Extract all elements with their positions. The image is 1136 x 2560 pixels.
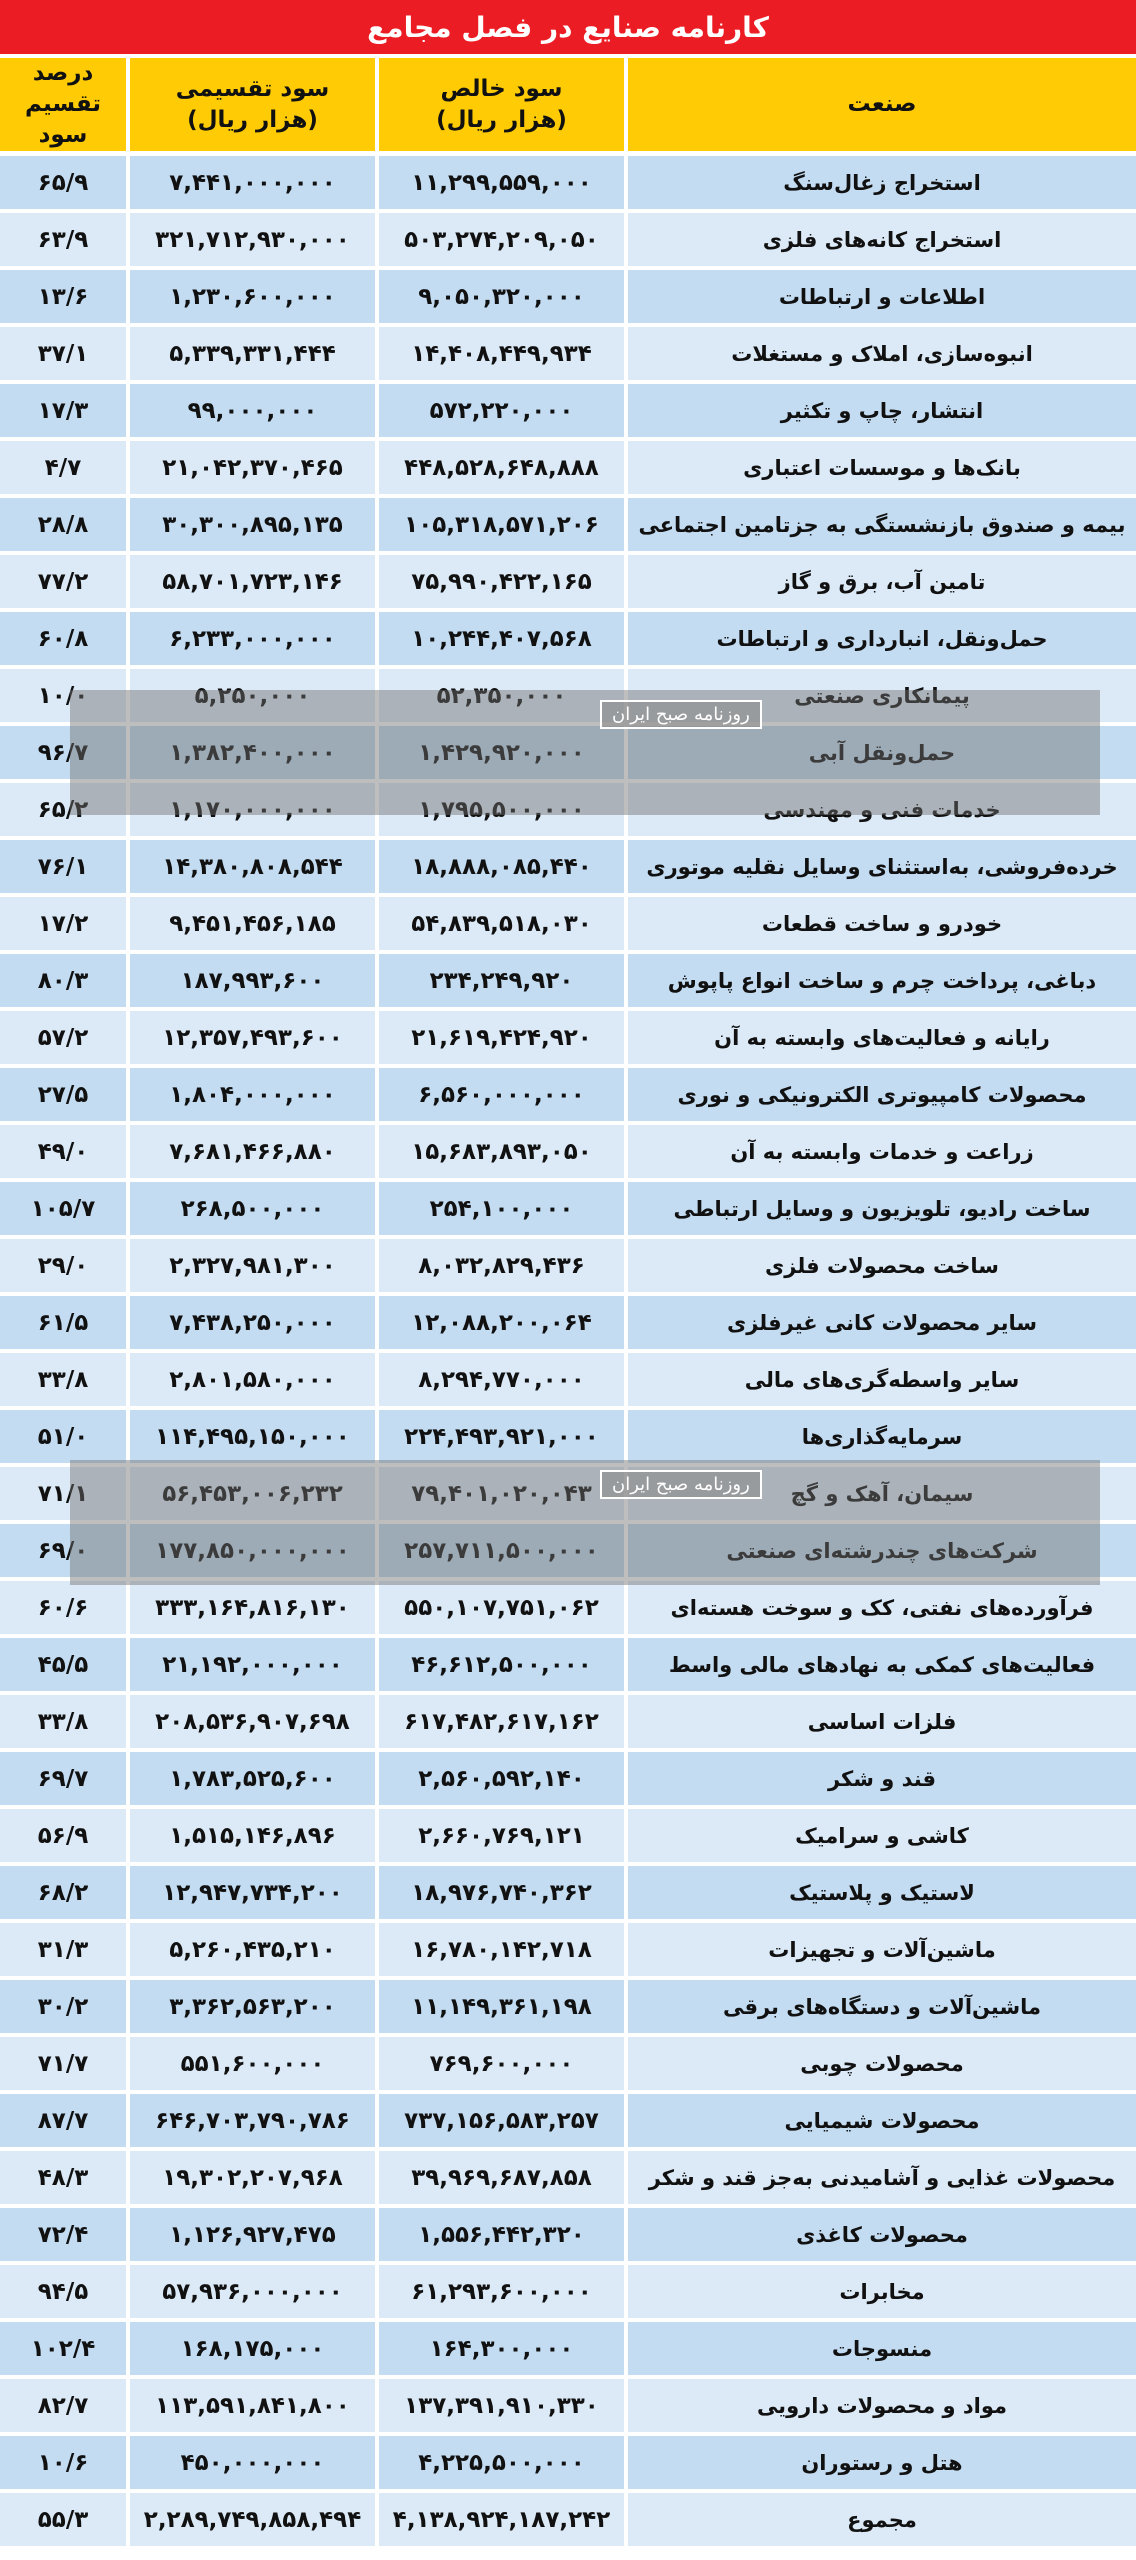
industry-cell: فعالیت‌های کمکی به نهادهای مالی واسط <box>628 1638 1136 1691</box>
industry-cell: بانک‌ها و موسسات اعتباری <box>628 441 1136 494</box>
net-profit-cell: ۲,۵۶۰,۵۹۲,۱۴۰ <box>379 1752 624 1805</box>
dividend-cell: ۱,۳۸۲,۴۰۰,۰۰۰ <box>130 726 375 779</box>
table-row <box>0 2322 1136 2375</box>
payout-cell: ۳۷/۱ <box>0 327 126 380</box>
dividend-cell: ۵۶,۴۵۳,۰۰۶,۲۳۲ <box>130 1467 375 1520</box>
dividend-cell: ۵۷,۹۳۶,۰۰۰,۰۰۰ <box>130 2265 375 2318</box>
table-row <box>0 1638 1136 1691</box>
industry-cell: سرمایه‌گذاری‌ها <box>628 1410 1136 1463</box>
net-profit-cell: ۱۰۵,۳۱۸,۵۷۱,۲۰۶ <box>379 498 624 551</box>
dividend-cell: ۱,۸۰۴,۰۰۰,۰۰۰ <box>130 1068 375 1121</box>
table-row <box>0 156 1136 209</box>
table-row <box>0 897 1136 950</box>
net-profit-cell: ۱۶۴,۳۰۰,۰۰۰ <box>379 2322 624 2375</box>
table-row <box>0 2208 1136 2261</box>
table-row <box>0 1866 1136 1919</box>
net-profit-cell: ۱۶,۷۸۰,۱۴۲,۷۱۸ <box>379 1923 624 1976</box>
net-profit-cell: ۲۲۴,۴۹۳,۹۲۱,۰۰۰ <box>379 1410 624 1463</box>
dividend-cell: ۱۱۳,۵۹۱,۸۴۱,۸۰۰ <box>130 2379 375 2432</box>
net-profit-cell: ۴۴۸,۵۲۸,۶۴۸,۸۸۸ <box>379 441 624 494</box>
payout-cell: ۶۳/۹ <box>0 213 126 266</box>
industry-cell: منسوجات <box>628 2322 1136 2375</box>
payout-cell: ۶۹/۰ <box>0 1524 126 1577</box>
dividend-cell: ۵,۲۶۰,۴۳۵,۲۱۰ <box>130 1923 375 1976</box>
dividend-cell: ۱۴,۳۸۰,۸۰۸,۵۴۴ <box>130 840 375 893</box>
industry-cell: استخراج زغال‌سنگ <box>628 156 1136 209</box>
dividend-cell: ۵,۳۳۹,۳۳۱,۴۴۴ <box>130 327 375 380</box>
net-profit-cell: ۲,۶۶۰,۷۶۹,۱۲۱ <box>379 1809 624 1862</box>
table-row <box>0 555 1136 608</box>
table-row <box>0 1068 1136 1121</box>
table-row <box>0 726 1136 779</box>
payout-cell: ۱۳/۶ <box>0 270 126 323</box>
table-row <box>0 669 1136 722</box>
header-dividend-unit: (هزار ریال) <box>187 106 318 133</box>
industry-cell: قند و شکر <box>628 1752 1136 1805</box>
table-row <box>0 1125 1136 1178</box>
net-profit-cell: ۱,۴۲۹,۹۲۰,۰۰۰ <box>379 726 624 779</box>
dividend-cell: ۷,۴۳۸,۲۵۰,۰۰۰ <box>130 1296 375 1349</box>
table-row <box>0 2436 1136 2489</box>
net-profit-cell: ۲۳۴,۲۴۹,۹۲۰ <box>379 954 624 1007</box>
industry-cell: محصولات شیمیایی <box>628 2094 1136 2147</box>
payout-cell: ۴۹/۰ <box>0 1125 126 1178</box>
net-profit-cell: ۶۱۷,۴۸۲,۶۱۷,۱۶۲ <box>379 1695 624 1748</box>
net-profit-cell: ۲۱,۶۱۹,۴۲۴,۹۲۰ <box>379 1011 624 1064</box>
industry-cell: شرکت‌های چندرشته‌ای صنعتی <box>628 1524 1136 1577</box>
net-profit-cell: ۵۵۰,۱۰۷,۷۵۱,۰۶۲ <box>379 1581 624 1634</box>
payout-cell: ۱۷/۲ <box>0 897 126 950</box>
dividend-cell: ۱,۲۳۰,۶۰۰,۰۰۰ <box>130 270 375 323</box>
payout-cell: ۷۱/۱ <box>0 1467 126 1520</box>
header-dividend-label: سود تقسیمی <box>175 75 330 102</box>
payout-cell: ۵۷/۲ <box>0 1011 126 1064</box>
industry-cell: انتشار، چاپ و تکثیر <box>628 384 1136 437</box>
industry-cell: حمل‌ونقل آبی <box>628 726 1136 779</box>
table-row <box>0 384 1136 437</box>
table-row <box>0 1353 1136 1406</box>
industry-cell: بیمه و صندوق بازنشستگی به جزتامین اجتماعی <box>628 498 1136 551</box>
industry-cell: سایر محصولات کانی غیرفلزی <box>628 1296 1136 1349</box>
industry-cell: زراعت و خدمات وابسته به آن <box>628 1125 1136 1178</box>
table-row <box>0 1239 1136 1292</box>
net-profit-cell: ۵۷۲,۲۲۰,۰۰۰ <box>379 384 624 437</box>
dividend-cell: ۱,۱۷۰,۰۰۰,۰۰۰ <box>130 783 375 836</box>
dividend-cell: ۲,۲۸۹,۷۴۹,۸۵۸,۴۹۴ <box>130 2493 375 2546</box>
table-row <box>0 441 1136 494</box>
net-profit-cell: ۲۵۴,۱۰۰,۰۰۰ <box>379 1182 624 1235</box>
payout-cell: ۷۷/۲ <box>0 555 126 608</box>
dividend-cell: ۱۶۸,۱۷۵,۰۰۰ <box>130 2322 375 2375</box>
total-row <box>0 2493 1136 2546</box>
industry-cell: ماشین‌آلات و دستگاه‌های برقی <box>628 1980 1136 2033</box>
net-profit-cell: ۵۰۳,۲۷۴,۲۰۹,۰۵۰ <box>379 213 624 266</box>
net-profit-cell: ۱۸,۸۸۸,۰۸۵,۴۴۰ <box>379 840 624 893</box>
table-row <box>0 2379 1136 2432</box>
dividend-cell: ۹۹,۰۰۰,۰۰۰ <box>130 384 375 437</box>
table-row <box>0 840 1136 893</box>
dividend-cell: ۷,۴۴۱,۰۰۰,۰۰۰ <box>130 156 375 209</box>
table-row <box>0 783 1136 836</box>
industry-cell: کاشی و سرامیک <box>628 1809 1136 1862</box>
table-title: کارنامه صنایع در فصل مجامع <box>0 0 1136 58</box>
dividend-cell: ۲۱,۰۴۲,۳۷۰,۴۶۵ <box>130 441 375 494</box>
industry-cell: رایانه و فعالیت‌های وابسته به آن <box>628 1011 1136 1064</box>
payout-cell: ۲۸/۸ <box>0 498 126 551</box>
table-row <box>0 1980 1136 2033</box>
industry-cell: اطلاعات و ارتباطات <box>628 270 1136 323</box>
industry-cell: خودرو و ساخت قطعات <box>628 897 1136 950</box>
dividend-cell: ۳۰,۳۰۰,۸۹۵,۱۳۵ <box>130 498 375 551</box>
industry-cell: هتل و رستوران <box>628 2436 1136 2489</box>
industry-cell: محصولات کامپیوتری الکترونیکی و نوری <box>628 1068 1136 1121</box>
industry-cell: مخابرات <box>628 2265 1136 2318</box>
table-row <box>0 1296 1136 1349</box>
table-row <box>0 1182 1136 1235</box>
payout-cell: ۲۹/۰ <box>0 1239 126 1292</box>
payout-cell: ۳۱/۳ <box>0 1923 126 1976</box>
industry-cell: استخراج کانه‌های فلزی <box>628 213 1136 266</box>
dividend-cell: ۲,۸۰۱,۵۸۰,۰۰۰ <box>130 1353 375 1406</box>
net-profit-cell: ۷۳۷,۱۵۶,۵۸۳,۲۵۷ <box>379 2094 624 2147</box>
dividend-cell: ۱۲,۳۵۷,۴۹۳,۶۰۰ <box>130 1011 375 1064</box>
net-profit-cell: ۱۸,۹۷۶,۷۴۰,۳۶۲ <box>379 1866 624 1919</box>
net-profit-cell: ۸,۲۹۴,۷۷۰,۰۰۰ <box>379 1353 624 1406</box>
payout-cell: ۶۰/۸ <box>0 612 126 665</box>
payout-cell: ۲۷/۵ <box>0 1068 126 1121</box>
payout-cell: ۶۵/۹ <box>0 156 126 209</box>
table-row <box>0 213 1136 266</box>
net-profit-cell: ۴,۲۲۵,۵۰۰,۰۰۰ <box>379 2436 624 2489</box>
industry-cell: مجموع <box>628 2493 1136 2546</box>
payout-cell: ۱۰۲/۴ <box>0 2322 126 2375</box>
payout-cell: ۱۷/۳ <box>0 384 126 437</box>
table-row <box>0 1011 1136 1064</box>
net-profit-cell: ۱۳۷,۳۹۱,۹۱۰,۳۳۰ <box>379 2379 624 2432</box>
table-row <box>0 1410 1136 1463</box>
dividend-cell: ۱,۷۸۳,۵۲۵,۶۰۰ <box>130 1752 375 1805</box>
watermark-text: روزنامه صبح ایران <box>600 700 762 729</box>
industry-cell: دباغی، پرداخت چرم و ساخت انواع پاپوش <box>628 954 1136 1007</box>
net-profit-cell: ۵۲,۳۵۰,۰۰۰ <box>379 669 624 722</box>
table-row <box>0 1581 1136 1634</box>
dividend-cell: ۶,۲۳۳,۰۰۰,۰۰۰ <box>130 612 375 665</box>
dividend-cell: ۲۱,۱۹۲,۰۰۰,۰۰۰ <box>130 1638 375 1691</box>
payout-cell: ۴۸/۳ <box>0 2151 126 2204</box>
table-body <box>0 156 1136 2546</box>
header-net-profit-label: سود خالص <box>440 75 563 102</box>
dividend-cell: ۲۰۸,۵۳۶,۹۰۷,۶۹۸ <box>130 1695 375 1748</box>
payout-cell: ۶۹/۷ <box>0 1752 126 1805</box>
dividend-cell: ۹,۴۵۱,۴۵۶,۱۸۵ <box>130 897 375 950</box>
table-row <box>0 612 1136 665</box>
payout-cell: ۸۷/۷ <box>0 2094 126 2147</box>
net-profit-cell: ۱۱,۱۴۹,۳۶۱,۱۹۸ <box>379 1980 624 2033</box>
industry-cell: تامین آب، برق و گاز <box>628 555 1136 608</box>
header-net-profit <box>379 58 624 151</box>
payout-cell: ۶۵/۲ <box>0 783 126 836</box>
net-profit-cell: ۴۶,۶۱۲,۵۰۰,۰۰۰ <box>379 1638 624 1691</box>
industry-cell: محصولات چوبی <box>628 2037 1136 2090</box>
net-profit-cell: ۳۹,۹۶۹,۶۸۷,۸۵۸ <box>379 2151 624 2204</box>
net-profit-cell: ۷۹,۴۰۱,۰۲۰,۰۴۳ <box>379 1467 624 1520</box>
dividend-cell: ۱,۵۱۵,۱۴۶,۸۹۶ <box>130 1809 375 1862</box>
payout-cell: ۱۰۵/۷ <box>0 1182 126 1235</box>
net-profit-cell: ۵۴,۸۳۹,۵۱۸,۰۳۰ <box>379 897 624 950</box>
table-row <box>0 498 1136 551</box>
dividend-cell: ۱۲,۹۴۷,۷۳۴,۲۰۰ <box>130 1866 375 1919</box>
net-profit-cell: ۱۰,۲۴۴,۴۰۷,۵۶۸ <box>379 612 624 665</box>
net-profit-cell: ۹,۰۵۰,۳۲۰,۰۰۰ <box>379 270 624 323</box>
table-row <box>0 2265 1136 2318</box>
dividend-cell: ۲,۳۲۷,۹۸۱,۳۰۰ <box>130 1239 375 1292</box>
industry-cell: محصولات غذایی و آشامیدنی به‌جز قند و شکر <box>628 2151 1136 2204</box>
table-row <box>0 1923 1136 1976</box>
net-profit-cell: ۸,۰۳۲,۸۲۹,۴۳۶ <box>379 1239 624 1292</box>
dividend-cell: ۱۸۷,۹۹۳,۶۰۰ <box>130 954 375 1007</box>
dividend-cell: ۳۳۳,۱۶۴,۸۱۶,۱۳۰ <box>130 1581 375 1634</box>
payout-cell: ۶۱/۵ <box>0 1296 126 1349</box>
industry-cell: لاستیک و پلاستیک <box>628 1866 1136 1919</box>
payout-cell: ۳۰/۲ <box>0 1980 126 2033</box>
net-profit-cell: ۱۵,۶۸۳,۸۹۳,۰۵۰ <box>379 1125 624 1178</box>
payout-cell: ۹۴/۵ <box>0 2265 126 2318</box>
net-profit-cell: ۱,۷۹۵,۵۰۰,۰۰۰ <box>379 783 624 836</box>
dividend-cell: ۶۴۶,۷۰۳,۷۹۰,۷۸۶ <box>130 2094 375 2147</box>
payout-cell: ۵۶/۹ <box>0 1809 126 1862</box>
net-profit-cell: ۱۴,۴۰۸,۴۴۹,۹۳۴ <box>379 327 624 380</box>
table-row <box>0 270 1136 323</box>
dividend-cell: ۱,۱۲۶,۹۲۷,۴۷۵ <box>130 2208 375 2261</box>
dividend-cell: ۵۵۱,۶۰۰,۰۰۰ <box>130 2037 375 2090</box>
industry-cell: فرآورده‌های نفتی، کک و سوخت هسته‌ای <box>628 1581 1136 1634</box>
industry-cell: ساخت رادیو، تلویزیون و وسایل ارتباطی <box>628 1182 1136 1235</box>
table-row <box>0 1809 1136 1862</box>
dividend-cell: ۱۹,۳۰۲,۲۰۷,۹۶۸ <box>130 2151 375 2204</box>
industry-cell: ماشین‌آلات و تجهیزات <box>628 1923 1136 1976</box>
net-profit-cell: ۶۱,۲۹۳,۶۰۰,۰۰۰ <box>379 2265 624 2318</box>
industry-cell: سایر واسطه‌گری‌های مالی <box>628 1353 1136 1406</box>
dividend-cell: ۲۶۸,۵۰۰,۰۰۰ <box>130 1182 375 1235</box>
table-row <box>0 327 1136 380</box>
payout-cell: ۵۱/۰ <box>0 1410 126 1463</box>
payout-cell: ۶۸/۲ <box>0 1866 126 1919</box>
table-row <box>0 1752 1136 1805</box>
dividend-cell: ۳۲۱,۷۱۲,۹۳۰,۰۰۰ <box>130 213 375 266</box>
watermark-text: روزنامه صبح ایران <box>600 1470 762 1499</box>
table-row <box>0 2094 1136 2147</box>
industry-cell: انبوه‌سازی، املاک و مستغلات <box>628 327 1136 380</box>
dividend-cell: ۱۷۷,۸۵۰,۰۰۰,۰۰۰ <box>130 1524 375 1577</box>
dividend-cell: ۵,۲۵۰,۰۰۰ <box>130 669 375 722</box>
table-row <box>0 2151 1136 2204</box>
dividend-cell: ۱۱۴,۴۹۵,۱۵۰,۰۰۰ <box>130 1410 375 1463</box>
payout-cell: ۱۰/۰ <box>0 669 126 722</box>
payout-cell: ۳۳/۸ <box>0 1353 126 1406</box>
dividend-cell: ۳,۳۶۲,۵۶۳,۲۰۰ <box>130 1980 375 2033</box>
industry-cell: فلزات اساسی <box>628 1695 1136 1748</box>
payout-cell: ۸۰/۳ <box>0 954 126 1007</box>
table-row <box>0 1524 1136 1577</box>
table-row <box>0 1695 1136 1748</box>
payout-cell: ۵۵/۳ <box>0 2493 126 2546</box>
net-profit-cell: ۱۲,۰۸۸,۲۰۰,۰۶۴ <box>379 1296 624 1349</box>
header-industry <box>628 58 1136 151</box>
industry-cell: سیمان، آهک و گچ <box>628 1467 1136 1520</box>
net-profit-cell: ۶,۵۶۰,۰۰۰,۰۰۰ <box>379 1068 624 1121</box>
net-profit-cell: ۲۵۷,۷۱۱,۵۰۰,۰۰۰ <box>379 1524 624 1577</box>
header-dividend <box>130 58 375 151</box>
payout-cell: ۶۰/۶ <box>0 1581 126 1634</box>
industry-cell: خدمات فنی و مهندسی <box>628 783 1136 836</box>
table-row <box>0 954 1136 1007</box>
payout-cell: ۳۳/۸ <box>0 1695 126 1748</box>
net-profit-cell: ۷۶۹,۶۰۰,۰۰۰ <box>379 2037 624 2090</box>
header-payout-label: درصد <box>32 60 94 86</box>
dividend-cell: ۴۵۰,۰۰۰,۰۰۰ <box>130 2436 375 2489</box>
header-payout-label-2: تقسیم سود <box>24 91 102 149</box>
net-profit-cell: ۱,۵۵۶,۴۴۲,۳۲۰ <box>379 2208 624 2261</box>
table-row <box>0 2037 1136 2090</box>
table-row <box>0 1467 1136 1520</box>
net-profit-cell: ۷۵,۹۹۰,۴۲۲,۱۶۵ <box>379 555 624 608</box>
payout-cell: ۷۶/۱ <box>0 840 126 893</box>
industry-cell: ساخت محصولات فلزی <box>628 1239 1136 1292</box>
net-profit-cell: ۱۱,۲۹۹,۵۵۹,۰۰۰ <box>379 156 624 209</box>
payout-cell: ۴/۷ <box>0 441 126 494</box>
payout-cell: ۸۲/۷ <box>0 2379 126 2432</box>
payout-cell: ۷۲/۴ <box>0 2208 126 2261</box>
payout-cell: ۴۵/۵ <box>0 1638 126 1691</box>
payout-cell: ۷۱/۷ <box>0 2037 126 2090</box>
industry-cell: مواد و محصولات دارویی <box>628 2379 1136 2432</box>
industry-cell: خرده‌فروشی، به‌استثنای وسایل نقلیه موتوری <box>628 840 1136 893</box>
industry-cell: پیمانکاری صنعتی <box>628 669 1136 722</box>
dividend-cell: ۷,۶۸۱,۴۶۶,۸۸۰ <box>130 1125 375 1178</box>
payout-cell: ۱۰/۶ <box>0 2436 126 2489</box>
industry-cell: محصولات کاغذی <box>628 2208 1136 2261</box>
header-net-profit-unit: (هزار ریال) <box>436 106 567 133</box>
table-header <box>0 58 1136 151</box>
dividend-cell: ۵۸,۷۰۱,۷۲۳,۱۴۶ <box>130 555 375 608</box>
header-payout <box>0 58 126 151</box>
header-industry-label: صنعت <box>847 91 917 118</box>
payout-cell: ۹۶/۷ <box>0 726 126 779</box>
net-profit-cell: ۴,۱۳۸,۹۲۴,۱۸۷,۲۴۲ <box>379 2493 624 2546</box>
industry-cell: حمل‌ونقل، انبارداری و ارتباطات <box>628 612 1136 665</box>
